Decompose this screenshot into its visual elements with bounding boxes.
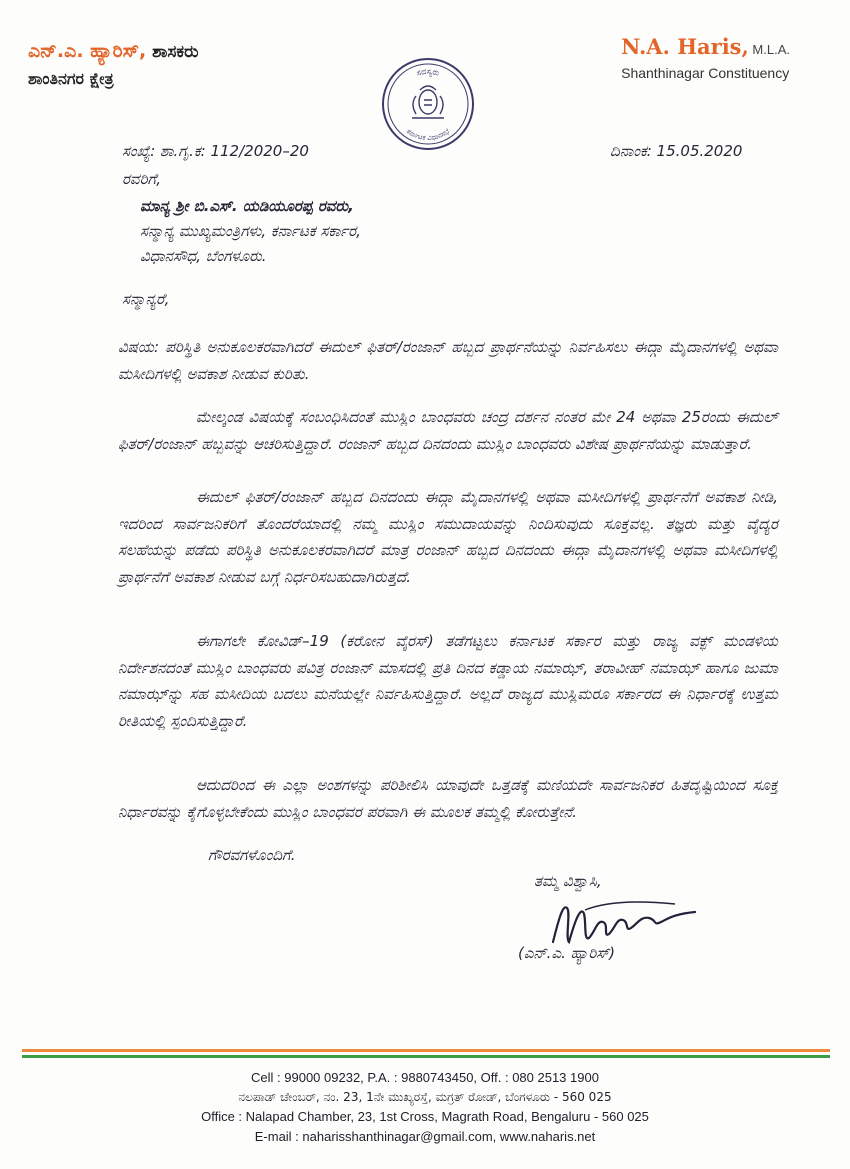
header-kannada	[28, 38, 198, 93]
footer-phones: Cell : 99000 09232, P.A. : 9880743450, Off. : 080 2513 1900	[251, 1070, 599, 1085]
paragraph-1: ಮೇಲ್ಕಂಡ ವಿಷಯಕ್ಕೆ ಸಂಬಂಧಿಸಿದಂತೆ ಮುಸ್ಲಿಂ ಬಾಂಧವರು ಚಂದ್ರ ದರ್ಶನ ನಂತರ ಮೇ 24 ಅಥವಾ 25ರಂದು ಈದುಲ್ ಫಿತರ್/ರಂಜಾನ್ ಹಬ್ಬವನ್ನು ಆಚರಿಸುತ್ತಿದ್ದಾರೆ. ರಂಜಾನ್ ಹಬ್ಬದ ದಿನದಂದು ಮುಸ್ಲಿಂ ಬಾಂಧವರು ವಿಶೇಷ ಪ್ರಾರ್ಥನೆಯನ್ನು ಮಾಡುತ್ತಾರೆ.	[118, 408, 778, 453]
subject-line: ವಿಷಯ: ಪರಿಸ್ಥಿತಿ ಅನುಕೂಲಕರವಾಗಿದರೆ ಈದುಲ್ ಫಿತರ್/ರಂಜಾನ್ ಹಬ್ಬದ ಪ್ರಾರ್ಥನೆಯನ್ನು ನಿರ್ವಹಿಸಲು ಈದ್ಗಾ ಮೈದಾನಗಳಲ್ಲಿ ಅಥವಾ ಮಸೀದಿಗಳಲ್ಲಿ ಅವಕಾಶ ನೀಡುವ ಕುರಿತು.	[118, 338, 778, 383]
paragraph-4: ಆದುದರಿಂದ ಈ ಎಲ್ಲಾ ಅಂಶಗಳನ್ನು ಪರಿಶೀಲಿಸಿ ಯಾವುದೇ ಒತ್ತಡಕ್ಕೆ ಮಣಿಯದೇ ಸಾರ್ವಜನಿಕರ ಹಿತದೃಷ್ಟಿಯಿಂದ ಸೂಕ್ತ ನಿರ್ಧಾರವನ್ನು ಕೈಗೊಳ್ಳಬೇಕೆಂದು ಮುಸ್ಲಿಂ ಬಾಂಧವರ ಪರವಾಗಿ ಈ ಮೂಲಕ ತಮ್ಮಲ್ಲಿ ಕೋರುತ್ತೇನೆ.	[118, 776, 778, 821]
paragraph-3: ಈಗಾಗಲೇ ಕೋವಿಡ್–19 (ಕರೋನ ವೈರಸ್) ತಡೆಗಟ್ಟಲು ಕರ್ನಾಟಕ ಸರ್ಕಾರ ಮತ್ತು ರಾಜ್ಯ ವಕ್ಫ್ ಮಂಡಳಿಯ ನಿರ್ದೇಶನದಂತೆ ಮುಸ್ಲಿಂ ಬಾಂಧವರು ಪವಿತ್ರ ರಂಜಾನ್ ಮಾಸದಲ್ಲಿ ಪ್ರತಿ ದಿನದ ಕಡ್ಡಾಯ ನಮಾಝ್, ತರಾವೀಹ್ ನಮಾಝ್ ಹಾಗೂ ಜುಮಾ ನಮಾಝ್‌ನ್ನು ಸಹ ಮಸೀದಿಯ ಬದಲು ಮನೆಯಲ್ಲೇ ನಿರ್ವಹಿಸುತ್ತಿದ್ದಾರೆ. ಅಲ್ಲದೆ ರಾಜ್ಯದ ಮುಸ್ಲಿಮರೂ ಸರ್ಕಾರದ ಈ ನಿರ್ಧಾರಕ್ಕೆ ಉತ್ತಮ ರೀತಿಯಲ್ಲಿ ಸ್ಪಂದಿಸುತ್ತಿದ್ದಾರೆ.	[118, 632, 778, 730]
footer-email: E-mail : naharisshanthinagar@gmail.com, www.naharis.net	[254, 1128, 596, 1144]
mla-name-kn	[28, 38, 198, 65]
mla-name-en-text: N.A. Haris,	[621, 34, 749, 59]
seal-top-text: ಸದಸ್ಯರು	[415, 66, 441, 78]
header-english	[621, 34, 790, 83]
addressee-title: ಸನ್ಮಾನ್ಯ ಮುಖ್ಯಮಂತ್ರಿಗಳು, ಕರ್ನಾಟಕ ಸರ್ಕಾರ,	[140, 222, 361, 240]
mla-name-kn-text: ಎನ್.ಎ. ಹ್ಯಾರಿಸ್,	[28, 40, 147, 62]
seal-bottom-text: ಕರ್ನಾಟಕ ವಿಧಾನಸಭೆ	[404, 127, 452, 143]
to-line: ರವರಿಗೆ,	[122, 170, 161, 188]
mla-post-kn: ಶಾಸಕರು	[146, 42, 199, 62]
svg-text:ಸದಸ್ಯರು	[415, 67, 440, 78]
regards-line: ಗೌರವಗಳೊಂದಿಗೆ.	[208, 846, 296, 864]
emblem-icon	[412, 86, 444, 118]
svg-text:ಕರ್ನಾಟಕ ವಿಧಾನಸಭೆ	[405, 127, 452, 142]
addressee-name: ಮಾನ್ಯ ಶ್ರೀ ಬಿ.ಎಸ್. ಯಡಿಯೂರಪ್ಪ ರವರು,	[140, 197, 354, 215]
yours-faithfully: ತಮ್ಮ ವಿಶ್ವಾಸಿ,	[534, 872, 602, 890]
footer	[0, 1068, 850, 1146]
assembly-seal	[380, 56, 476, 152]
letter-date: ದಿನಾಂಕ: 15.05.2020	[610, 142, 743, 160]
salutation: ಸನ್ಮಾನ್ಯರೆ,	[122, 290, 170, 308]
signatory-name: (ಎನ್.ಎ. ಹ್ಯಾರಿಸ್)	[518, 944, 615, 962]
tricolor-divider	[22, 1049, 830, 1058]
addressee-block	[140, 194, 361, 269]
reference-number: ಸಂಖ್ಯೆ: ಶಾ.ಗೃ.ಕ: 112/2020–20	[122, 142, 309, 160]
constituency-kn: ಶಾಂತಿನಗರ ಕ್ಷೇತ್ರ	[28, 69, 114, 88]
footer-address-kn: ನಲಪಾಡ್ ಚೇಂಬರ್, ನಂ. 23, 1ನೇ ಮುಖ್ಯರಸ್ತೆ, ಮಗ್ರತ್ ರೋಡ್, ಬೆಂಗಳೂರು - 560 025	[238, 1089, 612, 1104]
constituency-en: Shanthinagar Constituency	[621, 65, 790, 81]
mla-post-en: M.L.A.	[748, 42, 790, 57]
paragraph-2: ಈದುಲ್ ಫಿತರ್/ರಂಜಾನ್ ಹಬ್ಬದ ದಿನದಂದು ಈದ್ಗಾ ಮೈದಾನಗಳಲ್ಲಿ ಅಥವಾ ಮಸೀದಿಗಳಲ್ಲಿ ಪ್ರಾರ್ಥನೆಗೆ ಅವಕಾಶ ನೀಡಿ, ಇದರಿಂದ ಸಾರ್ವಜನಿಕರಿಗೆ ತೊಂದರೆಯಾದಲ್ಲಿ ನಮ್ಮ ಮುಸ್ಲಿಂ ಸಮುದಾಯವನ್ನು ನಿಂದಿಸುವುದು ಸೂಕ್ತವಲ್ಲ. ತಜ್ಞರು ಮತ್ತು ವೈದ್ಯರ ಸಲಹೆಯನ್ನು ಪಡೆದು ಪರಿಸ್ಥಿತಿ ಅನುಕೂಲಕರವಾಗಿದರೆ ಮಾತ್ರ ರಂಜಾನ್ ಹಬ್ಬದ ದಿನದಂದು ಈದ್ಗಾ ಮೈದಾನಗಳಲ್ಲಿ ಅಥವಾ ಮಸೀದಿಗಳಲ್ಲಿ ಪ್ರಾರ್ಥನೆಗೆ ಅವಕಾಶ ನೀಡುವ ಬಗ್ಗೆ ನಿರ್ಧರಿಸಬಹುದಾಗಿರುತ್ತದೆ.	[118, 488, 778, 586]
mla-name-en	[621, 34, 790, 63]
footer-address-en: Office : Nalapad Chamber, 23, 1st Cross, Magrath Road, Bengaluru - 560 025	[201, 1109, 649, 1124]
addressee-place: ವಿಧಾನಸೌಧ, ಬೆಂಗಳೂರು.	[140, 247, 267, 265]
